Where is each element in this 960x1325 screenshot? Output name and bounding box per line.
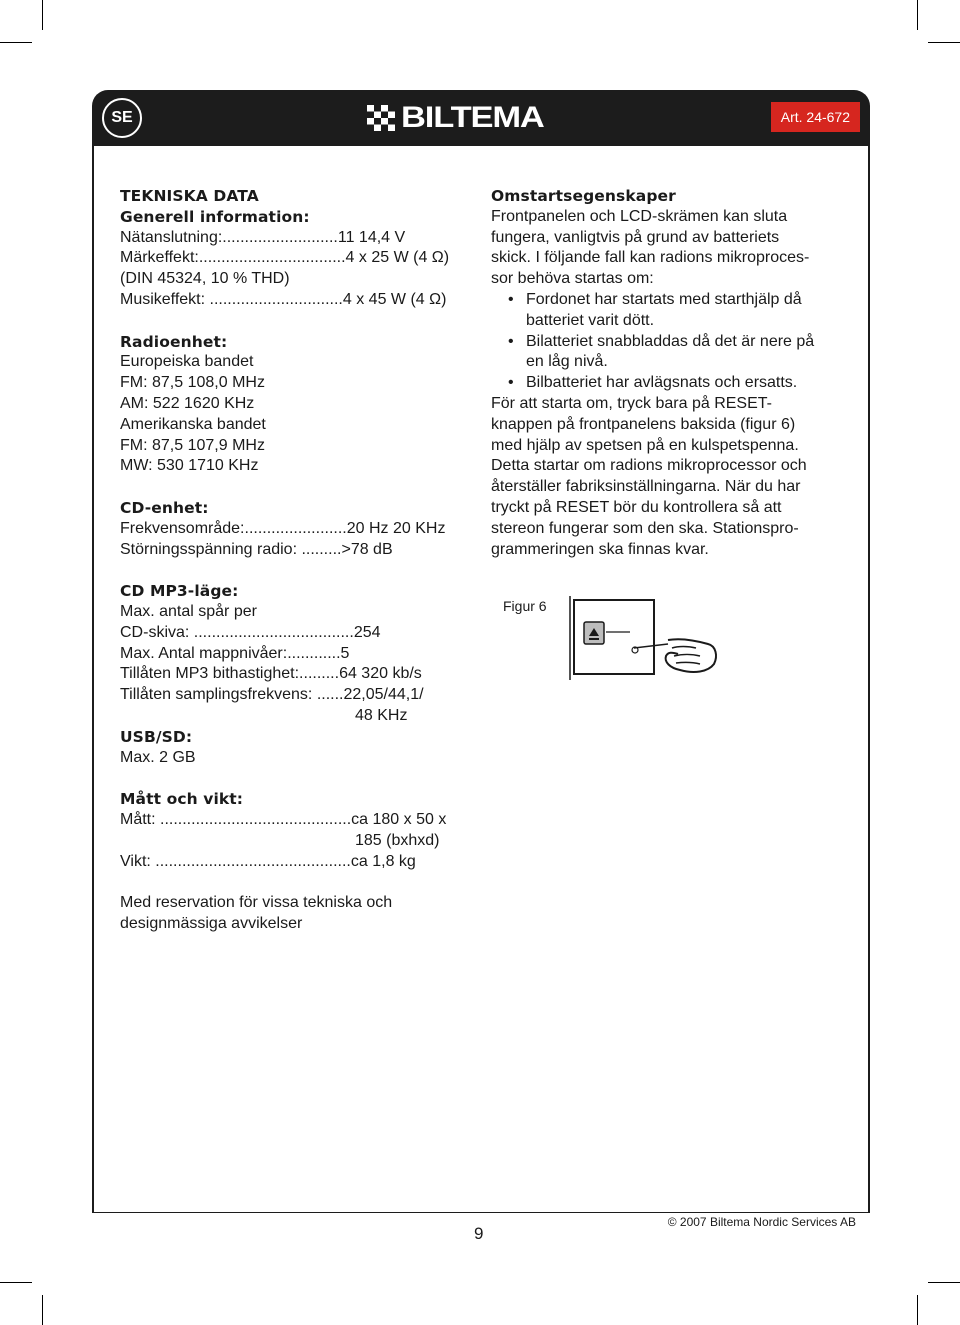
right-border [868, 140, 870, 1212]
crop-mark [928, 1282, 960, 1283]
restart-column [491, 186, 851, 560]
section-title: TEKNISKA DATA [120, 187, 259, 205]
article-number-badge: Art. 24-672 [771, 102, 860, 132]
spec-label: Vikt: ............................................ [120, 852, 351, 870]
spec-value: 11 14,4 V [337, 228, 406, 246]
technical-data-column [120, 186, 480, 935]
bullet-list [491, 290, 851, 394]
spec-row [120, 290, 480, 311]
spec-label: Tillåten MP3 bithastighet:......... [120, 665, 340, 683]
radio-line: FM: 87,5 107,9 MHz [120, 436, 265, 454]
usb-heading: USB/SD: [120, 727, 193, 746]
spec-value: >78 dB [341, 540, 393, 558]
bullet-line: • Bilatteriet snabbladdas då det är nere på [526, 332, 815, 350]
dimensions-heading: Mått och vikt: [120, 790, 244, 809]
spec-row [120, 540, 480, 561]
copyright-text: © 2007 Biltema Nordic Services AB [667, 1215, 856, 1229]
spec-value: 64 320 kb/s [339, 665, 422, 683]
spec-value: 5 [340, 644, 350, 662]
outro-line: tryckt på RESET bör du kontrollera så att [491, 498, 782, 516]
crop-mark [0, 1282, 32, 1283]
spec-row [120, 519, 480, 540]
spec-value-continued: 185 (bxhxd) [355, 831, 440, 849]
reset-button-figure [568, 596, 723, 686]
hand-icon [666, 639, 716, 672]
radio-line: AM: 522 1620 KHz [120, 394, 255, 412]
spec-label: Mått: ........................................... [120, 810, 352, 828]
outro-line: grammeringen ska finnas kvar. [491, 540, 709, 558]
reservation-line: Med reservation för vissa tekniska och [120, 894, 393, 912]
spec-label: Tillåten samplingsfrekvens: ...... [120, 686, 344, 704]
radio-line: Europeiska bandet [120, 353, 254, 371]
spec-value: 254 [353, 623, 381, 641]
intro-line: skick. I följande fall kan radions mikroproces- [491, 249, 810, 267]
spec-label: Märkeffekt:................................. [120, 249, 346, 267]
left-border [92, 140, 94, 1212]
spec-label: CD-skiva: .................................... [120, 623, 354, 641]
crop-mark [917, 1295, 918, 1325]
spec-row [120, 852, 480, 873]
outro-line: knappen på frontpanelens baksida (figur 6) [491, 415, 796, 433]
bullet-line: batteriet varit dött. [526, 311, 655, 329]
intro-line: sor behöva startas om: [491, 270, 654, 288]
spec-label: Max. Antal mappnivåer:............ [120, 644, 341, 662]
radio-line: MW: 530 1710 KHz [120, 457, 259, 475]
bullet-item [491, 373, 851, 394]
spec-value: 22,05/44,1/ [343, 686, 424, 704]
spec-value: 4 x 25 W (4 Ω) [345, 249, 450, 267]
mp3-heading: CD MP3-läge: [120, 582, 239, 601]
page-number: 9 [474, 1224, 484, 1243]
outro-line: För att starta om, tryck bara på RESET- [491, 394, 772, 412]
spec-value: 20 Hz 20 KHz [346, 519, 446, 537]
radio-heading: Radioenhet: [120, 332, 228, 351]
cd-heading: CD-enhet: [120, 498, 209, 517]
radio-line: FM: 87,5 108,0 MHz [120, 374, 265, 392]
mp3-line: Max. antal spår per [120, 602, 257, 620]
spec-value: 4 x 45 W (4 Ω) [342, 290, 447, 308]
bullet-line: • Fordonet har startats med starthjälp då [526, 290, 802, 308]
spec-label: Nätanslutning:.......................... [120, 228, 338, 246]
crop-mark [0, 42, 32, 43]
usb-line: Max. 2 GB [120, 748, 196, 766]
spec-row [120, 644, 480, 665]
spec-row [120, 664, 480, 685]
logo-text: BILTEMA [401, 101, 544, 134]
spec-label: Störningsspänning radio: ......... [120, 540, 342, 558]
outro-line: med hjälp av spetsen på en kulspetspenna. [491, 436, 799, 454]
restart-heading: Omstartsegenskaper [491, 187, 676, 205]
language-badge: SE [102, 98, 142, 138]
general-heading: Generell information: [120, 207, 310, 226]
bullet-item [491, 290, 851, 332]
spec-row [120, 623, 480, 644]
bullet-line: • Bilbatteriet har avlägsnats och ersatts. [526, 374, 798, 392]
radio-line: Amerikanska bandet [120, 415, 266, 433]
reservation-line: designmässiga avvikelser [120, 914, 303, 932]
outro-line: återställer fabriksinställningarna. När du har [491, 478, 801, 496]
spec-row [120, 248, 480, 269]
intro-line: Frontpanelen och LCD-skrämen kan sluta [491, 207, 788, 225]
crop-mark [42, 0, 43, 30]
checkered-flag-icon [367, 105, 395, 131]
crop-mark [42, 1295, 43, 1325]
header-bar [92, 90, 870, 146]
crop-mark [917, 0, 918, 30]
pen-icon [634, 644, 668, 648]
spec-note: (DIN 45324, 10 % THD) [120, 270, 290, 288]
intro-line: fungera, vanligtvis på grund av batteriets [491, 228, 780, 246]
bullet-line: en låg nivå. [526, 353, 608, 371]
outro-line: Detta startar om radions mikroprocessor och [491, 457, 807, 475]
spec-row [120, 810, 480, 831]
biltema-logo [367, 101, 544, 134]
spec-label: Musikeffekt: .............................. [120, 290, 343, 308]
spec-value: ca 1,8 kg [350, 852, 416, 870]
crop-mark [928, 42, 960, 43]
spec-value-continued: 48 KHz [355, 706, 408, 724]
spec-row [120, 685, 480, 706]
spec-row [120, 228, 480, 249]
outro-line: stereon fungerar som den ska. Stationspro- [491, 519, 799, 537]
spec-value: ca 180 x 50 x [351, 810, 447, 828]
figure-caption: Figur 6 [503, 598, 547, 614]
spec-label: Frekvensområde:....................... [120, 519, 347, 537]
footer-divider [92, 1212, 870, 1213]
bullet-item [491, 332, 851, 374]
